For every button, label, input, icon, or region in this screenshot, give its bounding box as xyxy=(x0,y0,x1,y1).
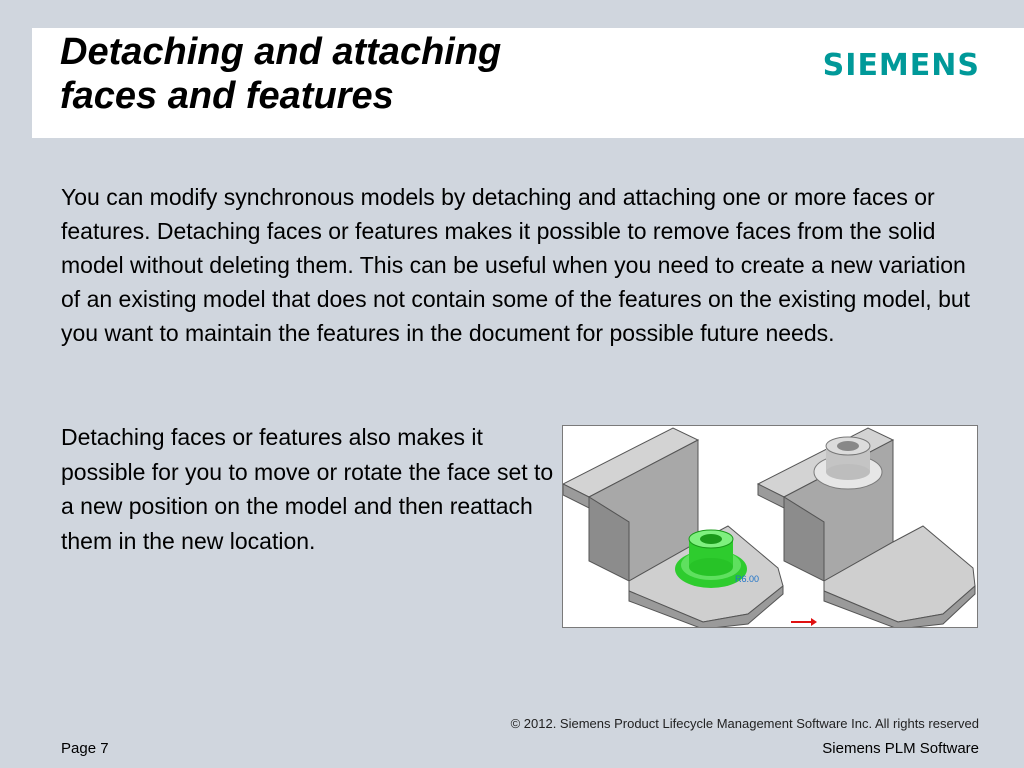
slide-title-line-1: Detaching and attaching xyxy=(60,31,502,73)
relocated-hole xyxy=(837,441,859,451)
footer-brand: Siemens PLM Software xyxy=(822,740,979,757)
boss-hole xyxy=(700,534,722,544)
relocated-cylinder-bottom xyxy=(826,464,870,480)
slide-title-line-2: faces and features xyxy=(60,75,394,117)
title-banner xyxy=(32,28,1024,138)
detail-paragraph: Detaching faces or features also makes it possible for you to move or rotate the face set to a new position on the model and then reattach them in the new location. xyxy=(61,424,554,554)
model-illustration xyxy=(562,425,978,628)
left-bracket-model xyxy=(563,428,783,627)
move-arrow-icon xyxy=(791,618,817,626)
intro-paragraph: You can modify synchronous models by detaching and attaching one or more faces or features. Detaching faces or features makes it possible to remove faces from the solid model without deleting them. This can be useful when you need to create a new variation of an existing model that does not contain some of the features on the existing model, but you want to maintain the features in the document for possible future needs. xyxy=(61,184,971,346)
model-illustration-svg xyxy=(563,426,977,627)
siemens-logo: SIEMENS xyxy=(822,48,980,83)
slide-title xyxy=(60,30,501,118)
radius-dimension-label: R6.00 xyxy=(735,574,760,584)
boss-cylinder-bottom xyxy=(689,558,733,576)
page-number: Page 7 xyxy=(61,740,109,757)
copyright-notice: © 2012. Siemens Product Lifecycle Management Software Inc. All rights reserved xyxy=(510,716,979,731)
